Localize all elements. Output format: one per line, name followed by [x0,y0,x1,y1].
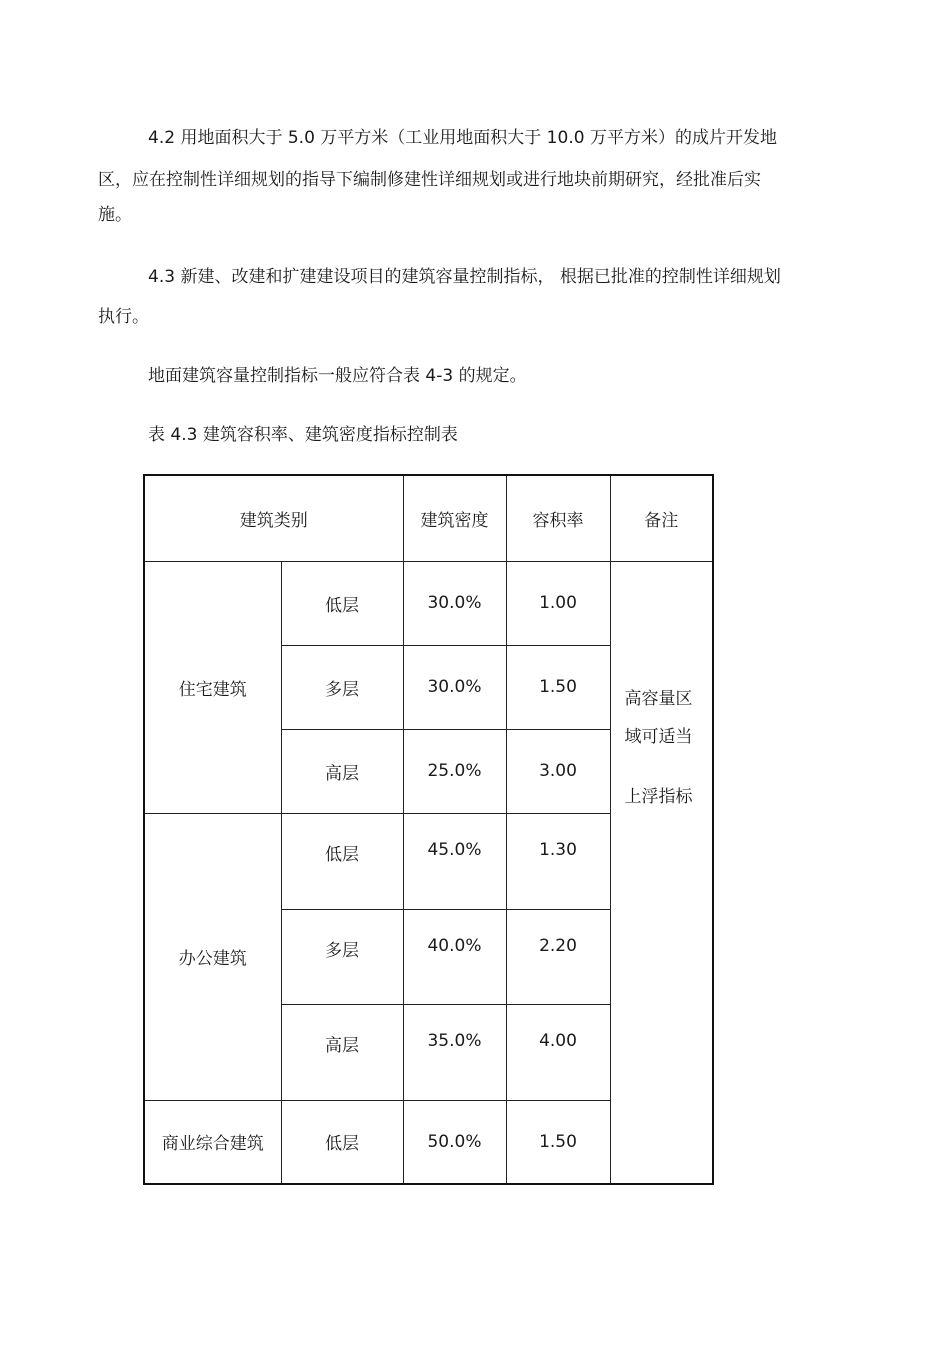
note-line: 域可适当 [624,726,693,747]
floor-cell: 多层 [281,645,403,729]
far-cell: 1.50 [506,1100,610,1184]
header-far: 容积率 [506,475,610,561]
density-cell: 25.0% [403,729,506,813]
far-cell: 4.00 [506,1004,610,1100]
far-cell: 1.50 [506,645,610,729]
para-4-2-line-2: 区，应在控制性详细规划的指导下编制修建性详细规划或进行地块前期研究，经批准后实 [98,170,761,190]
floor-cell: 低层 [281,1100,403,1184]
floor-cell: 低层 [281,561,403,645]
group-residential: 住宅建筑 [144,561,281,813]
far-cell: 1.30 [506,813,610,909]
para-4-3-line-1: 4.3 新建、改建和扩建建设项目的建筑容量控制指标， 根据已批准的控制性详细规划 [148,267,781,287]
table-header-row [144,475,713,561]
para-4-2-line-3: 施。 [98,205,132,225]
far-cell: 2.20 [506,909,610,1004]
para-4-3-line-2: 执行。 [98,307,149,327]
floor-cell: 高层 [281,729,403,813]
density-cell: 30.0% [403,645,506,729]
note-line: 高容量区 [624,688,693,709]
floor-cell: 低层 [281,813,403,909]
header-category: 建筑类别 [144,475,403,561]
para-4-2-line-1: 4.2 用地面积大于 5.0 万平方米（工业用地面积大于 10.0 万平方米）的成片开发地 [148,128,777,148]
table-caption: 表 4.3 建筑容积率、建筑密度指标控制表 [148,425,458,445]
building-index-table [143,474,714,1185]
density-cell: 50.0% [403,1100,506,1184]
floor-cell: 高层 [281,1004,403,1100]
group-commercial: 商业综合建筑 [144,1100,281,1184]
density-cell: 40.0% [403,909,506,1004]
table-row [144,561,713,645]
para-rule: 地面建筑容量控制指标一般应符合表 4-3 的规定。 [148,366,527,386]
group-office: 办公建筑 [144,813,281,1100]
note-line: 上浮指标 [624,786,693,807]
note-cell [610,561,713,1184]
density-cell: 30.0% [403,561,506,645]
header-density: 建筑密度 [403,475,506,561]
density-cell: 45.0% [403,813,506,909]
floor-cell: 多层 [281,909,403,1004]
far-cell: 1.00 [506,561,610,645]
density-cell: 35.0% [403,1004,506,1100]
header-note: 备注 [610,475,713,561]
far-cell: 3.00 [506,729,610,813]
